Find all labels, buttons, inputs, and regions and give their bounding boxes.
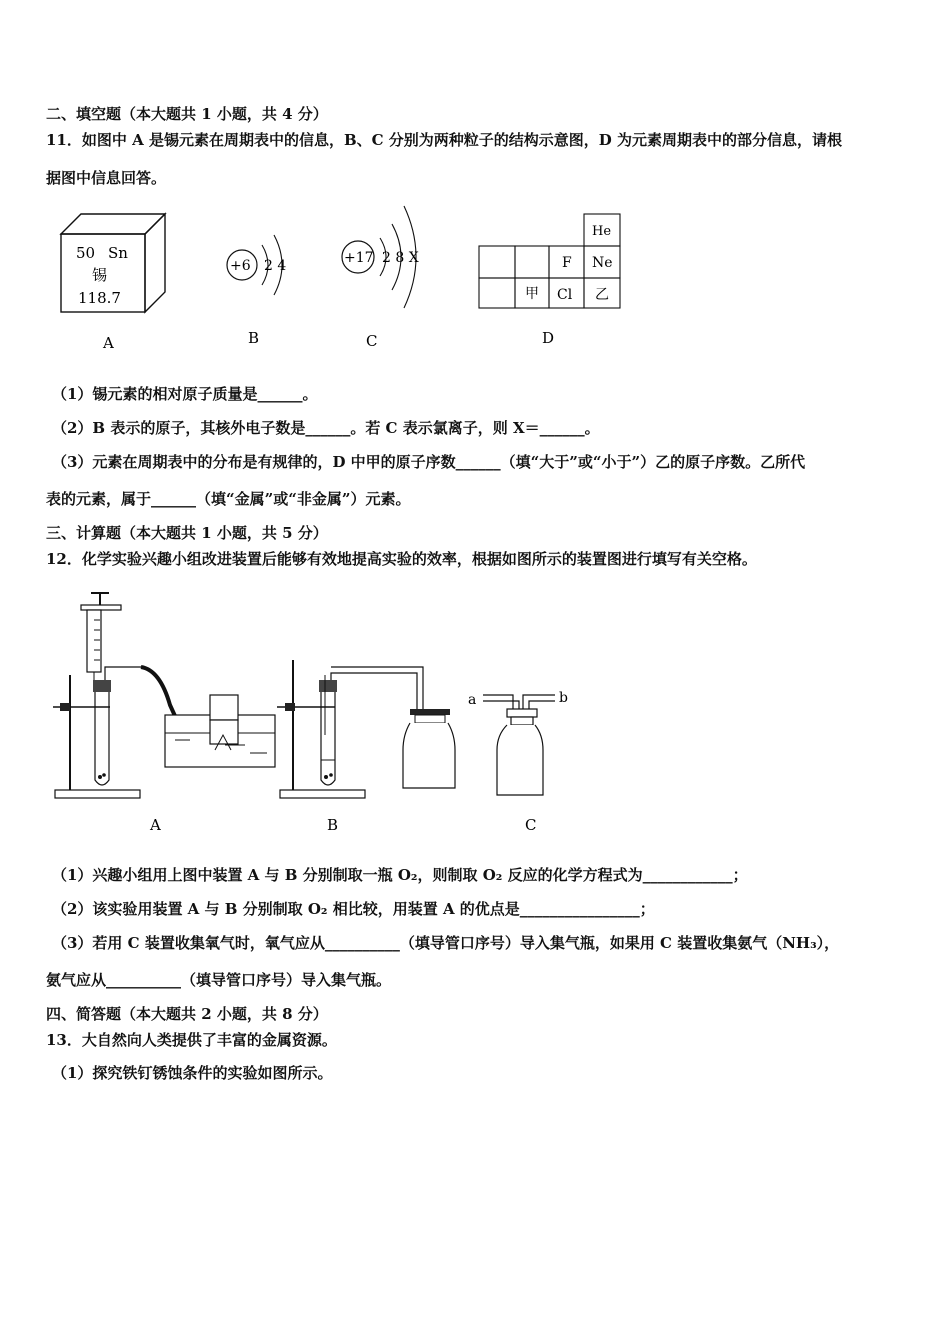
q12-part3-line2: 氨气应从__________（填导管口序号）导入集气瓶。: [46, 971, 392, 989]
q11-part3-line1: （3）元素在周期表中的分布是有规律的，D 中甲的原子序数______（填“大于”或“小于”）乙的原子序数。乙所代: [52, 453, 806, 471]
cell-he: He: [592, 224, 612, 239]
q11-stem-line1: 11．如图中 A 是锡元素在周期表中的信息，B、C 分别为两种粒子的结构示意图，D 为元素周期表中的部分信息，请根: [46, 131, 843, 149]
section4-heading: 四、简答题（本大题共 2 小题，共 8 分）: [46, 1005, 328, 1023]
q11-stem-line2: 据图中信息回答。: [46, 169, 167, 187]
figure-b-label: B: [248, 329, 260, 347]
q12-part1: （1）兴趣小组用上图中装置 A 与 B 分别制取一瓶 O₂，则制取 O₂ 反应的化学方程式为____________；: [52, 866, 748, 884]
c-nucleus-charge: +17: [344, 250, 374, 266]
apparatus-a-label: A: [150, 816, 161, 834]
apparatus-b-label: B: [327, 816, 339, 834]
figure-c-label: C: [366, 332, 378, 350]
apparatus-b: [277, 660, 455, 798]
section3-heading: 三、计算题（本大题共 1 小题，共 5 分）: [46, 524, 328, 542]
figure-d-label: D: [542, 329, 555, 347]
b-nucleus-charge: +6: [230, 258, 251, 274]
tin-name: 锡: [92, 266, 108, 284]
apparatus-c-label: C: [525, 816, 537, 834]
q12-part2: （2）该实验用装置 A 与 B 分别制取 O₂ 相比较，用装置 A 的优点是________________；: [52, 900, 655, 918]
cell-jia: 甲: [525, 286, 539, 302]
figure-b-atom-structure: [222, 215, 302, 350]
cell-f: F: [562, 255, 572, 271]
q11-part1: （1）锡元素的相对原子质量是______。: [52, 385, 318, 403]
figure-a-label: A: [103, 334, 114, 352]
apparatus-c: [468, 690, 568, 795]
b-electron-shells: 2 4: [264, 258, 287, 274]
pipe-b-label: b: [559, 690, 568, 706]
pipe-a-label: a: [468, 692, 477, 708]
q11-part3-line2: 表的元素，属于______（填“金属”或“非金属”）元素。: [46, 490, 411, 508]
c-electron-shells: 2 8 X: [382, 250, 419, 266]
q12-part3-line1: （3）若用 C 装置收集氧气时，氧气应从__________（填导管口序号）导入集气瓶，如果用 C 装置收集氨气（NH₃），: [52, 934, 840, 952]
figure-a-tin-tile: [55, 208, 170, 353]
figure-c-ion-structure: [338, 200, 438, 350]
cell-ne: Ne: [592, 255, 613, 271]
q12-stem: 12．化学实验兴趣小组改进装置后能够有效地提高实验的效率，根据如图所示的装置图进行填写有关空格。: [46, 550, 757, 568]
tin-atomic-mass: 118.7: [78, 289, 121, 307]
tin-symbol: Sn: [108, 244, 128, 262]
apparatus-figure: [45, 585, 605, 840]
cell-yi: 乙: [595, 287, 609, 303]
q13-stem: 13．大自然向人类提供了丰富的金属资源。: [46, 1031, 337, 1049]
section2-heading: 二、填空题（本大题共 1 小题，共 4 分）: [46, 105, 328, 123]
q13-part1: （1）探究铁钉锈蚀条件的实验如图所示。: [52, 1064, 333, 1082]
apparatus-a: [53, 593, 275, 798]
figure-d-periodic-fragment: [478, 213, 628, 348]
q11-part2: （2）B 表示的原子，其核外电子数是______。若 C 表示氯离子，则 X＝______。: [52, 419, 600, 437]
tin-atomic-number: 50: [76, 244, 96, 262]
cell-cl: Cl: [557, 287, 573, 303]
